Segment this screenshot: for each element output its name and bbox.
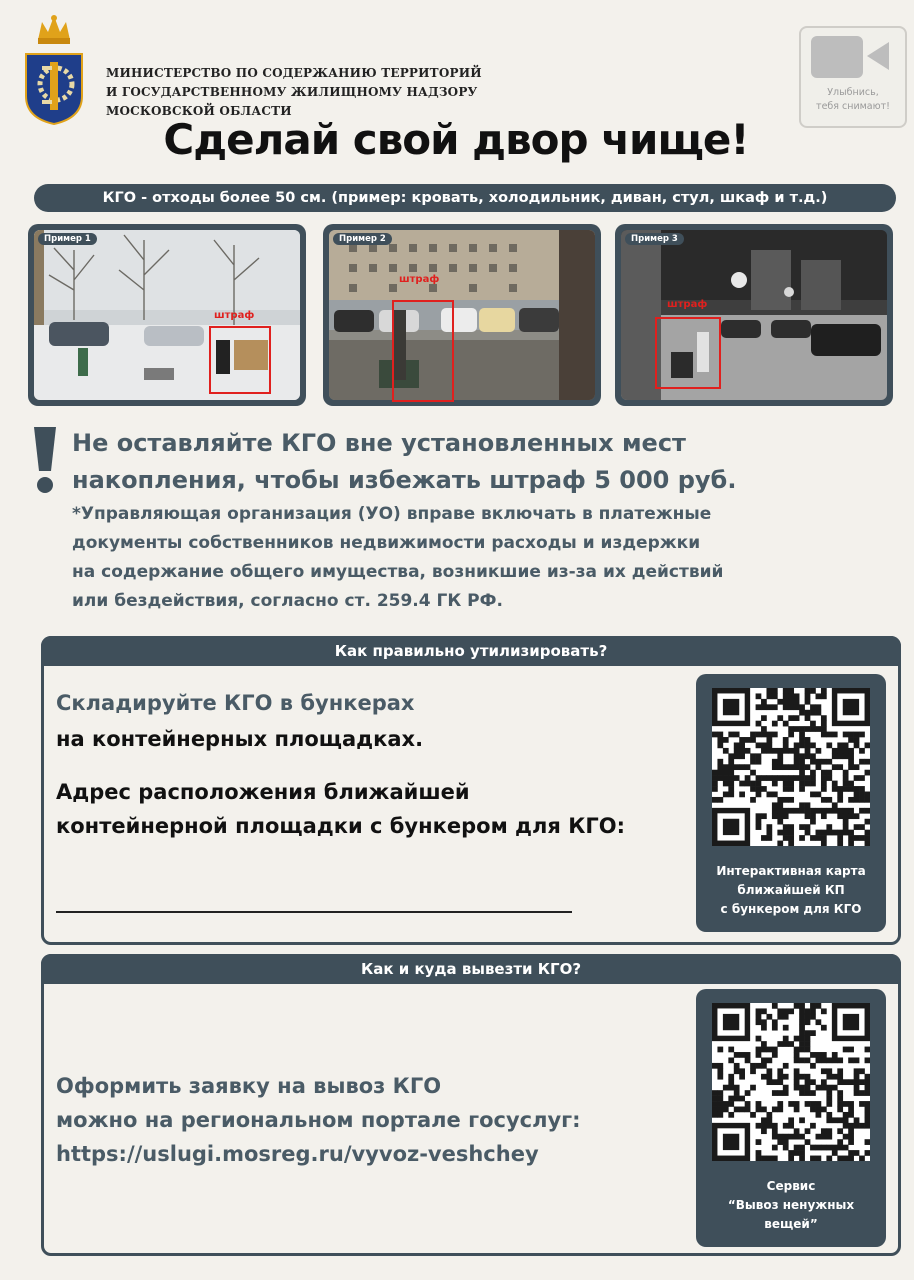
- address-fill-line: [56, 911, 572, 913]
- address-line: контейнерной площадки с бункером для КГО:: [56, 814, 625, 838]
- exclamation-icon: [28, 425, 62, 497]
- note-line: на содержание общего имущества, возникшие из-за их действий: [72, 562, 724, 582]
- qr-caption-line: ближайшей КП: [737, 883, 845, 897]
- service-qr-card[interactable]: [696, 989, 886, 1247]
- qr-caption-line: Интерактивная карта: [716, 864, 866, 878]
- header: [24, 10, 904, 120]
- ministry-line: И ГОСУДАРСТВЕННОМУ ЖИЛИЩНОМУ НАДЗОРУ: [106, 85, 478, 99]
- warning-block: [28, 425, 898, 625]
- dispose-line-1: Складируйте КГО в бункерах: [56, 691, 415, 715]
- fine-highlight-box: [209, 326, 271, 394]
- example-label: Пример 3: [625, 233, 684, 245]
- warning-line: Не оставляйте КГО вне установленных мест: [72, 429, 686, 457]
- service-qr-caption: [700, 1177, 882, 1234]
- removal-heading: Как и куда вывезти КГО?: [41, 954, 901, 984]
- fine-highlight-box: [655, 317, 721, 389]
- dispose-line-2: на контейнерных площадках.: [56, 727, 424, 751]
- moscow-oblast-emblem: [24, 10, 84, 125]
- camera-badge-line: Улыбнись,: [827, 87, 879, 98]
- ministry-line: МИНИСТЕРСТВО ПО СОДЕРЖАНИЮ ТЕРРИТОРИЙ: [106, 66, 482, 80]
- fine-highlight-box: [392, 300, 454, 402]
- qr-caption-line: с бункером для КГО: [720, 902, 862, 916]
- qr-caption-line: вещей”: [764, 1217, 818, 1231]
- map-qr-card[interactable]: [696, 674, 886, 932]
- example-photo-2: [323, 224, 601, 406]
- removal-line: можно на региональном портале госуслуг:: [56, 1108, 581, 1132]
- note-line: документы собственников недвижимости расходы и издержки: [72, 533, 701, 553]
- example-label: Пример 2: [333, 233, 392, 245]
- kgo-definition-bar: КГО - отходы более 50 см. (пример: кровать, холодильник, диван, стул, шкаф и т.д.): [34, 184, 896, 212]
- map-qr-code[interactable]: [712, 688, 870, 846]
- dispose-panel: [41, 636, 901, 945]
- camera-badge: [799, 26, 907, 128]
- removal-panel: [41, 954, 901, 1256]
- fine-label: штраф: [399, 274, 440, 285]
- camera-badge-text: [801, 86, 905, 114]
- poster: [6, 0, 906, 1280]
- warning-main-text: [72, 425, 736, 499]
- removal-text: [56, 1069, 581, 1171]
- page-title: Сделай свой двор чище!: [163, 115, 749, 164]
- ministry-line: МОСКОВСКОЙ ОБЛАСТИ: [106, 104, 292, 118]
- removal-url[interactable]: https://uslugi.mosreg.ru/vyvoz-veshchey: [56, 1142, 539, 1166]
- fine-label: штраф: [214, 310, 255, 321]
- dispose-heading: Как правильно утилизировать?: [41, 636, 901, 666]
- example-photos: [28, 224, 896, 408]
- service-qr-code[interactable]: [712, 1003, 870, 1161]
- address-line: Адрес расположения ближайшей: [56, 780, 470, 804]
- map-qr-caption: [700, 862, 882, 919]
- address-prompt: [56, 775, 625, 843]
- qr-caption-line: Сервис: [766, 1179, 816, 1193]
- warning-line: накопления, чтобы избежать штраф 5 000 руб.: [72, 466, 737, 494]
- ministry-name: [106, 64, 482, 121]
- example-label: Пример 1: [38, 233, 97, 245]
- camera-badge-line: тебя снимают!: [816, 101, 890, 112]
- qr-caption-line: “Вывоз ненужных: [727, 1198, 855, 1212]
- removal-line: Оформить заявку на вывоз КГО: [56, 1074, 442, 1098]
- photo-parking-lot: [329, 230, 595, 400]
- camera-lens-icon: [867, 42, 889, 70]
- note-line: *Управляющая организация (УО) вправе включать в платежные: [72, 504, 712, 524]
- example-photo-3: [615, 224, 893, 406]
- note-line: или бездействия, согласно ст. 259.4 ГК РФ.: [72, 591, 503, 611]
- warning-note: [72, 500, 723, 616]
- video-camera-icon: [811, 36, 863, 78]
- example-photo-1: [28, 224, 306, 406]
- fine-label: штраф: [667, 299, 708, 310]
